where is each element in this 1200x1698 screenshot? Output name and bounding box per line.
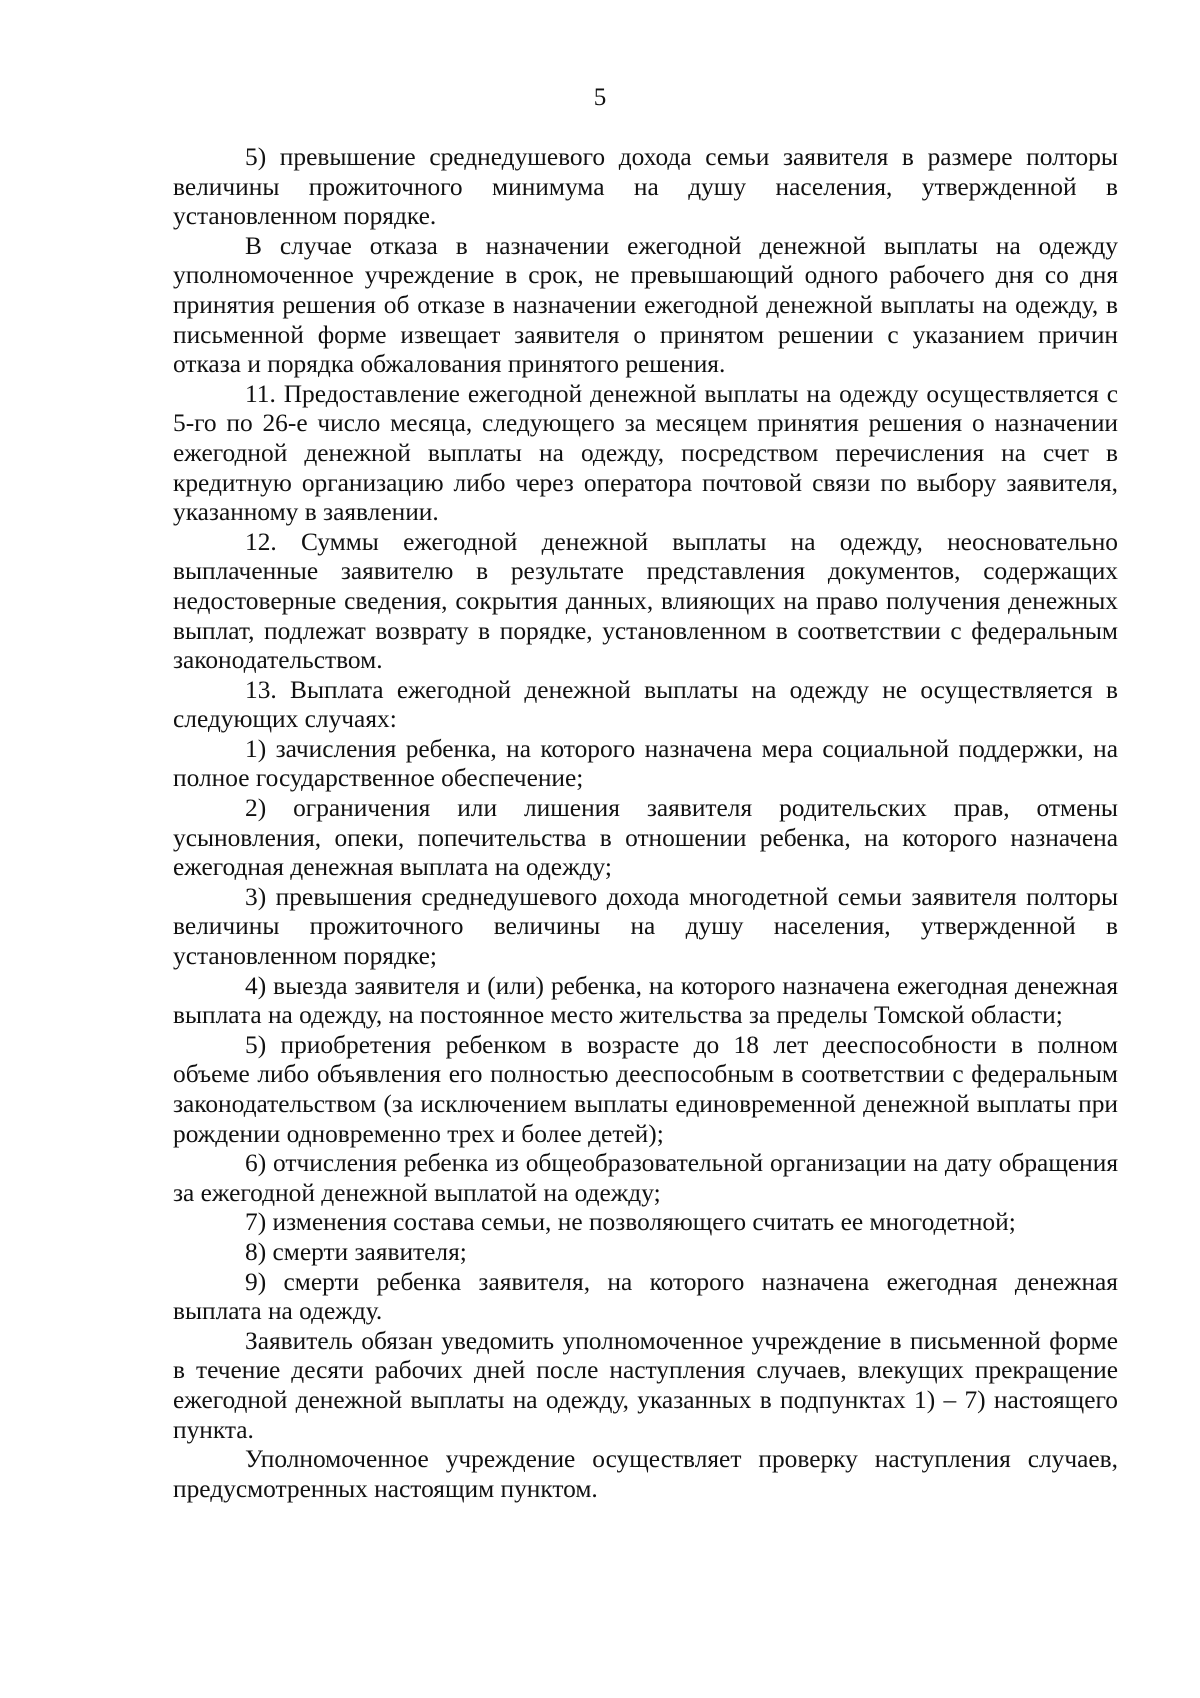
list-item-6: 6) отчисления ребенка из общеобразовательной организации на дату обращения за ежегодной денежной выплатой на одежду; [173, 1149, 1118, 1207]
list-item-7: 7) изменения состава семьи, не позволяющего считать ее многодетной; [245, 1208, 1016, 1237]
paragraph-applicant-obligation: Заявитель обязан уведомить уполномоченное учреждение в письменной форме в течение десяти рабочих дней после наступления случаев, влекущих прекращение ежегодной денежной выплаты на одежду, указанных в подпунктах 1) – 7) настоящего пункта. [173, 1326, 1118, 1444]
paragraph-item-13: 13. Выплата ежегодной денежной выплаты на одежду не осуществляется в следующих случаях: [173, 675, 1118, 734]
list-item-2: 2) ограничения или лишения заявителя родительских прав, отмены усыновления, опеки, попечительства в отношении ребенка, на которого назначена ежегодная денежная выплата на одежду; [173, 794, 1118, 882]
paragraph-item-12: 12. Суммы ежегодной денежной выплаты на одежду, неосновательно выплаченные заявителю в результате представления документов, содержащих недостоверные сведения, сокрытия данных, влияющих на право получения денежных выплат, подлежат возврату в порядке, установленном в соответствии с федеральным законодательством. [173, 527, 1118, 675]
paragraph-institution-check: Уполномоченное учреждение осуществляет проверку наступления случаев, предусмотренных настоящим пунктом. [173, 1445, 1118, 1503]
list-item-4: 4) выезда заявителя и (или) ребенка, на которого назначена ежегодная денежная выплата на одежду, на постоянное место жительства за пределы Томской области; [173, 971, 1118, 1030]
list-item-5: 5) приобретения ребенком в возрасте до 18 лет дееспособности в полном объеме либо объявления его полностью дееспособным в соответствии с федеральным законодательством (за исключением выплаты единовременной денежной выплаты при рождении одновременно трех и более детей); [173, 1030, 1118, 1148]
list-item-3: 3) превышения среднедушевого дохода многодетной семьи заявителя полторы величины прожиточного величины на душу населения, утвержденной в установленном порядке; [173, 882, 1118, 971]
paragraph-item-11: 11. Предоставление ежегодной денежной выплаты на одежду осуществляется с 5-го по 26-е число месяца, следующего за месяцем принятия решения о назначении ежегодной денежной выплаты на одежду, посредством перечисления на счет в кредитную организацию либо через оператора почтовой связи по выбору заявителя, указанному в заявлении. [173, 379, 1118, 527]
page-number: 5 [593, 84, 607, 111]
list-item-8: 8) смерти заявителя; [245, 1237, 467, 1266]
paragraph-denial-reason-5: 5) превышение среднедушевого дохода семьи заявителя в размере полторы величины прожиточного минимума на душу населения, утвержденной в установленном порядке. [173, 143, 1118, 231]
paragraph-denial-notification: В случае отказа в назначении ежегодной денежной выплаты на одежду уполномоченное учреждение в срок, не превышающий одного рабочего дня со дня принятия решения об отказе в назначении ежегодной денежной выплаты на одежду, в письменной форме извещает заявителя о принятом решении с указанием причин отказа и порядка обжалования принятого решения. [173, 231, 1118, 379]
list-item-9: 9) смерти ребенка заявителя, на которого назначена ежегодная денежная выплата на одежду. [173, 1267, 1118, 1326]
document-body [173, 143, 1118, 1504]
list-item-1: 1) зачисления ребенка, на которого назначена мера социальной поддержки, на полное государственное обеспечение; [173, 734, 1118, 793]
